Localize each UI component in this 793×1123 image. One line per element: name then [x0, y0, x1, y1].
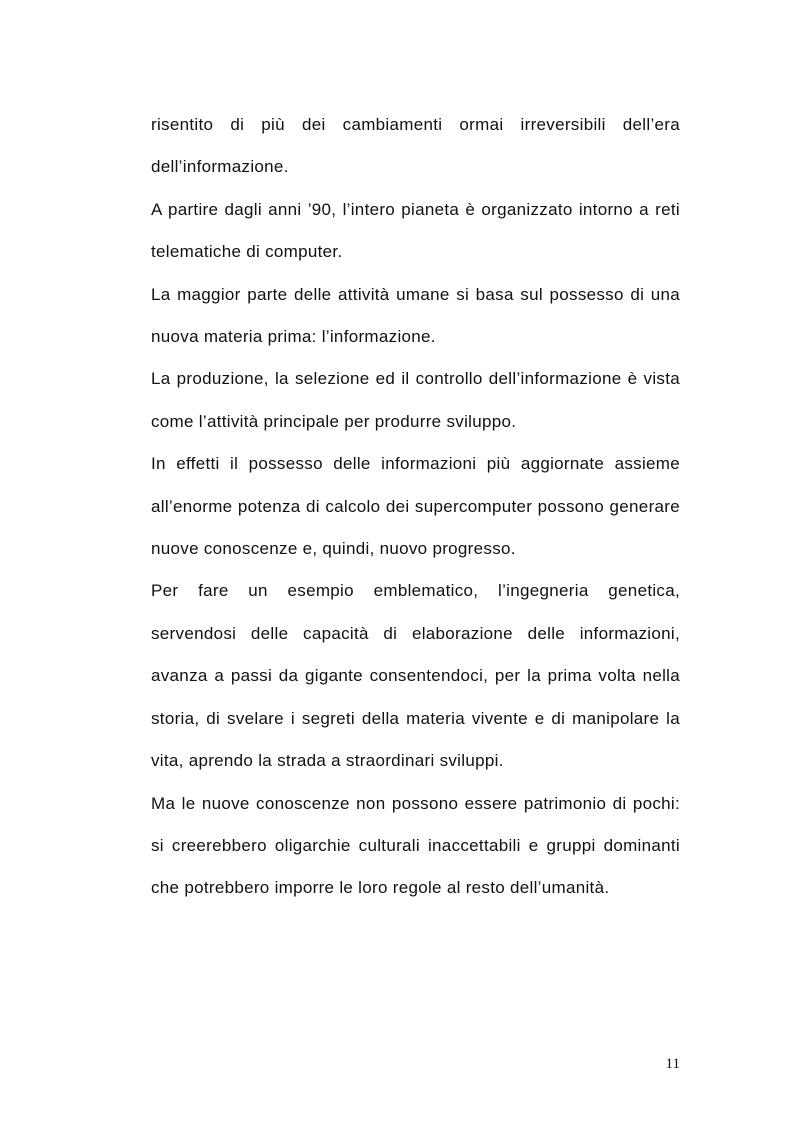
- paragraph: A partire dagli anni ’90, l’intero pianeta è organizzato intorno a reti telematiche di computer.: [151, 199, 680, 262]
- paragraph: La maggior parte delle attività umane si basa sul possesso di una nuova materia prima: l’informazione.: [151, 284, 680, 347]
- paragraph: Per fare un esempio emblematico, l’ingegneria genetica, servendosi delle capacità di elaborazione delle informazioni, avanza a passi da gigante consentendoci, per la prima volta nella storia, di svelare i segreti della materia vivente e di manipolare la vita, aprendo la strada a straordinari sviluppi.: [151, 581, 680, 771]
- paragraph: risentito di più dei cambiamenti ormai irreversibili dell’era dell’informazione.: [151, 115, 680, 177]
- paragraph: In effetti il possesso delle informazioni più aggiornate assieme all’enorme potenza di calcolo dei supercomputer possono generare nuove conoscenze e, quindi, nuovo progresso.: [151, 454, 680, 559]
- body-text: [151, 104, 680, 910]
- page-number: 11: [665, 1056, 680, 1072]
- paragraph: Ma le nuove conoscenze non possono essere patrimonio di pochi: si creerebbero oligarchie culturali inaccettabili e gruppi dominanti che potrebbero imporre le loro regole al resto dell’umanità.: [151, 793, 680, 898]
- paragraph: La produzione, la selezione ed il controllo dell’informazione è vista come l’attività principale per produrre sviluppo.: [151, 369, 680, 431]
